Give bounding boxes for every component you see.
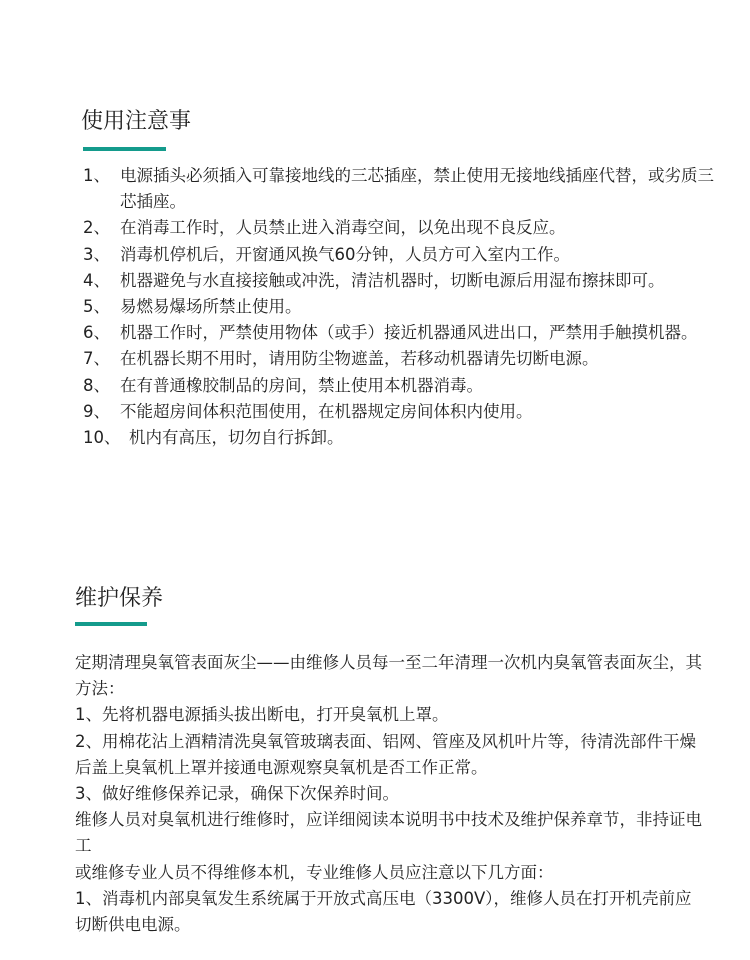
list-item [83,294,723,320]
list-item [83,399,723,425]
item-number: 3、 [83,244,110,264]
paragraph: 3、做好维修保养记录，确保下次保养时间。 [75,784,399,804]
list-item [83,242,723,268]
list-item [83,346,723,372]
item-text: 机器工作时，严禁使用物体（或手）接近机器通风进出口，严禁用手触摸机器。 [120,323,698,343]
list-item [83,163,723,215]
item-number: 1、 [83,166,110,185]
item-number: 6、 [83,323,110,343]
list-item [83,215,723,241]
item-text: 机内有高压，切勿自行拆卸。 [129,428,344,448]
item-text: 不能超房间体积范围使用，在机器规定房间体积内使用。 [120,401,533,421]
list-item [83,268,723,294]
maintenance-list [75,650,707,938]
maintenance-section-title: 维护保养 [75,586,164,611]
paragraph: 维修人员对臭氧机进行维修时，应详细阅读本说明书中技术及维护保养章节，非持证电工 [75,810,702,856]
item-text: 电源插头必须插入可靠接地线的三芯插座，禁止使用无接地线插座代替，或劣质三芯插座。 [120,166,714,212]
paragraph: 或维修专业人员不得维修本机，专业维修人员应注意以下几方面： [75,862,554,882]
paragraph: 定期清理臭氧管表面灰尘——由维修人员每一至二年清理一次机内臭氧管表面灰尘，其方法： [75,653,702,699]
notes-list [83,163,723,451]
notes-section-title: 使用注意事 [81,109,192,134]
item-text: 在有普通橡胶制品的房间，禁止使用本机器消毒。 [120,375,483,395]
list-item [83,425,723,451]
item-text: 在消毒工作时，人员禁止进入消毒空间，以免出现不良反应。 [120,218,566,238]
item-text: 易燃易爆场所禁止使用。 [120,297,302,317]
item-number: 10、 [83,428,121,448]
item-text: 机器避免与水直接接触或冲洗，清洁机器时，切断电源后用湿布擦抹即可。 [120,270,665,290]
item-number: 8、 [83,375,110,395]
item-number: 7、 [83,349,110,369]
paragraph: 1、消毒机内部臭氧发生系统属于开放式高压电（3300V），维修人员在打开机壳前应切断供电电源。 [75,888,692,935]
item-number: 4、 [83,270,110,290]
paragraph: 2、用棉花沾上酒精清洗臭氧管玻璃表面、铝网、管座及风机叶片等，待清洗部件干燥后盖上臭氧机上罩并接通电源观察臭氧机是否工作正常。 [75,731,696,777]
item-number: 9、 [83,401,110,421]
item-number: 5、 [83,297,110,317]
notes-title-accent-bar [83,147,166,151]
item-text: 消毒机停机后，开窗通风换气60分钟，人员方可入室内工作。 [120,244,570,264]
maintenance-title-accent-bar [75,622,147,626]
list-item [83,373,723,399]
item-text: 在机器长期不用时，请用防尘物遮盖，若移动机器请先切断电源。 [120,349,599,369]
list-item [83,320,723,346]
item-number: 2、 [83,218,110,238]
paragraph: 1、先将机器电源插头拔出断电，打开臭氧机上罩。 [75,705,449,725]
